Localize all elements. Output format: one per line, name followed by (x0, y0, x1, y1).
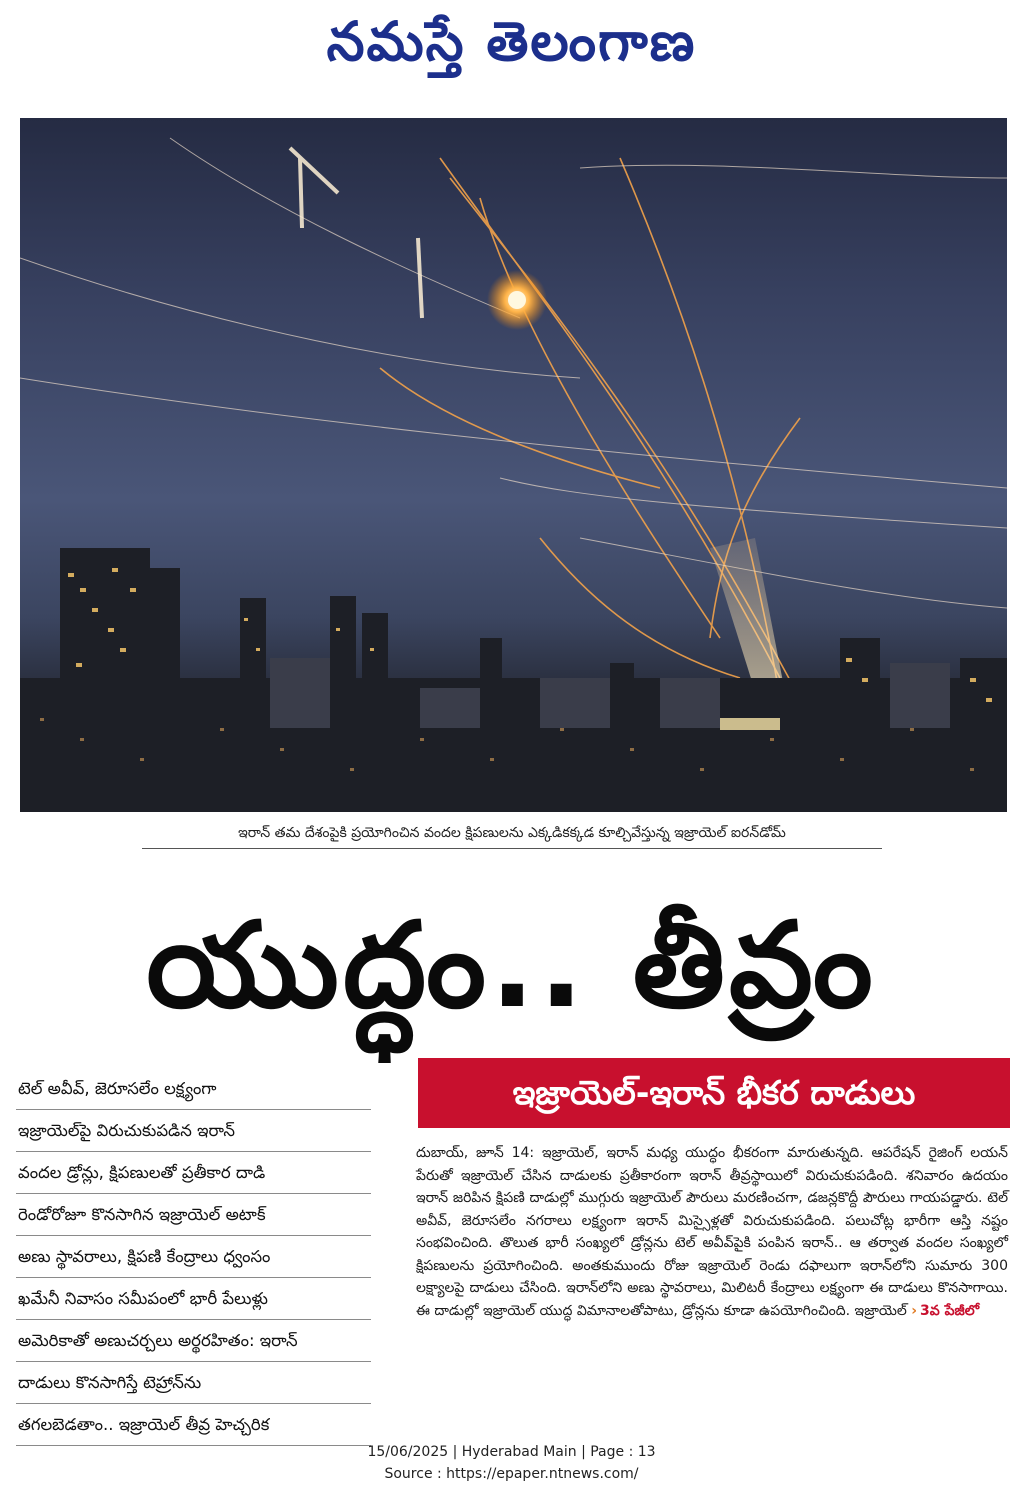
highlight-item: ఇజ్రాయెల్‌పై విరుచుకుపడిన ఇరాన్ (16, 1110, 371, 1152)
highlight-item: దాడులు కొనసాగిస్తే టెహ్రాన్‌ను (16, 1362, 371, 1404)
continued-link[interactable] (911, 1303, 979, 1319)
footer-source: Source : https://epaper.ntnews.com/ (384, 1466, 639, 1482)
caption-divider (142, 848, 882, 849)
highlight-item: అమెరికాతో అణుచర్చలు అర్థరహితం: ఇరాన్ (16, 1320, 371, 1362)
highlight-item: రెండోరోజూ కొనసాగిన ఇజ్రాయెల్ అటాక్ (16, 1194, 371, 1236)
highlights-list (16, 1068, 371, 1446)
highlight-item: ఖమేనీ నివాసం సమీపంలో భారీ పేలుళ్లు (16, 1278, 371, 1320)
highlight-item: అణు స్థావరాలు, క్షిపణి కేంద్రాలు ధ్వంసం (16, 1236, 371, 1278)
footer-date-edition: 15/06/2025 | Hyderabad Main | Page : 13 (367, 1444, 656, 1460)
chevron-right-icon: › (911, 1302, 917, 1319)
main-headline: యుద్ధం.. తీవ్రం (146, 896, 877, 1034)
photo-caption: ఇరాన్ తమ దేశంపైకి ప్రయోగించిన వందల క్షిపణులను ఎక్కడికక్కడ కూల్చివేస్తున్న ఇజ్రాయెల్ ఐరన్‌డోమ్ (238, 825, 786, 841)
news-photo (20, 118, 1007, 812)
highlight-item: తగలబెడతాం.. ఇజ్రాయెల్ తీవ్ర హెచ్చరిక (16, 1404, 371, 1446)
article-body (416, 1142, 1008, 1322)
masthead-title: నమస్తే తెలంగాణ (326, 9, 697, 73)
continued-label: 3వ పేజీలో (920, 1302, 980, 1319)
highlight-item: టెల్ అవీవ్, జెరూసలేం లక్ష్యంగా (16, 1068, 371, 1110)
article-text: దుబాయ్, జూన్ 14: ఇజ్రాయెల్, ఇరాన్ మధ్య యుద్ధం భీకరంగా మారుతున్నది. ఆపరేషన్ రైజింగ్ లయన్ పేరుతో ఇజ్రాయెల్ చేసిన దాడులకు ప్రతీకారంగా ఇరాన్ తీవ్రస్థాయిలో విరుచుకుపడింది. శనివారం ఉదయం ఇరాన్ జరిపిన క్షిపణి దాడుల్లో ముగ్గురు ఇజ్రాయెల్ పౌరులు మరణించగా, డజన్లకొద్దీ పౌరులు గాయపడ్డారు. టెల్ అవీవ్, జెరూసలేం నగరాలు లక్ష్యంగా ఇరాన్ మిస్సైళ్లతో విరుచుకుపడింది. పలుచోట్ల భారీగా ఆస్తి నష్టం సంభవించింది. తొలుత భారీ సంఖ్యలో డ్రోన్లను టెల్ అవీవ్‌పైకి పంపిన ఇరాన్.. ఆ తర్వాత వందల సంఖ్యలో క్షిపణులను ప్రయోగించింది. అంతకుముందు రోజు ఇజ్రాయెల్ రెండు దఫాలుగా ఇరాన్‌లోని సుమారు 300 లక్ష్యాలపై దాడులు చేసింది. ఇరాన్‌లోని అణు స్థావరాలు, మిలిటరీ కేంద్రాలు లక్ష్యంగా ఈ దాడులు కొనసాగాయి. ఈ దాడుల్లో ఇజ్రాయెల్ యుద్ధ విమానాలతోపాటు, డ్రోన్లను కూడా ఉపయోగించింది. ఇజ్రాయెల్ (416, 1145, 1008, 1319)
subheadline-banner: ఇజ్రాయెల్-ఇరాన్ భీకర దాడులు (418, 1058, 1010, 1128)
footer (0, 1441, 1023, 1485)
highlight-item: వందల డ్రోన్లు, క్షిపణులతో ప్రతీకార దాడి (16, 1152, 371, 1194)
